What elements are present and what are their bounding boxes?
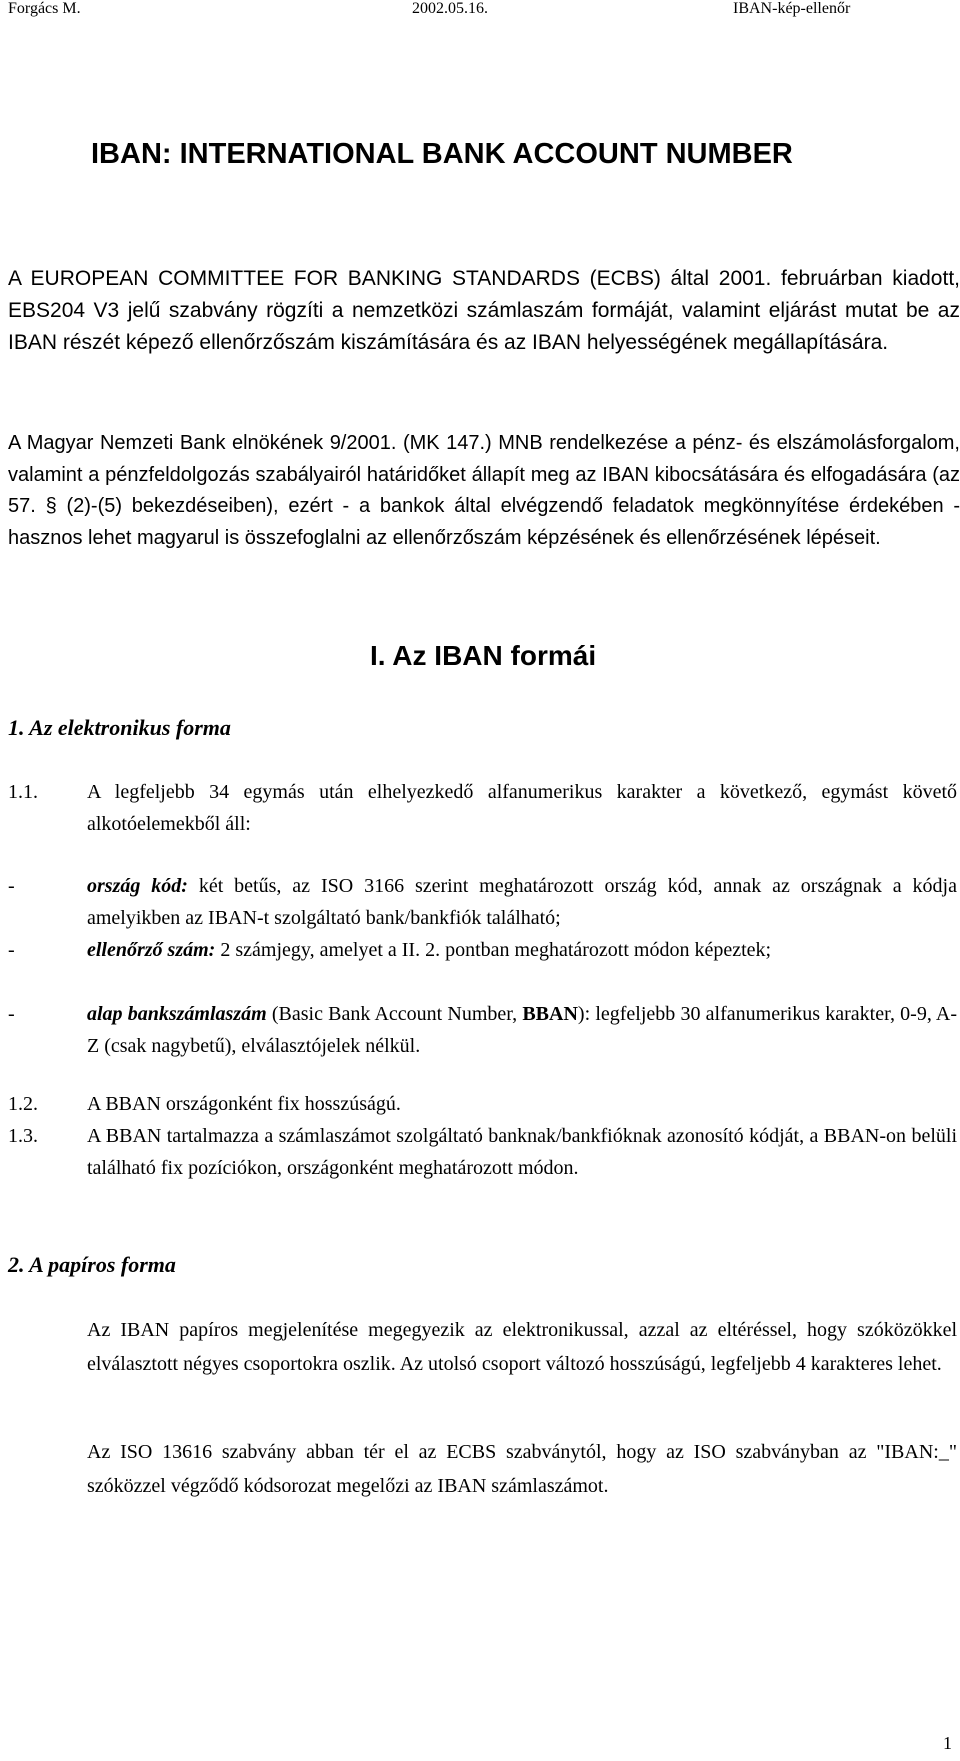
item-text-1-1: A legfeljebb 34 egymás után elhelyezkedő alfanumerikus karakter a következő, egymást követő alkotóelemekből áll: — [87, 781, 957, 835]
intro-paragraph-1: A EUROPEAN COMMITTEE FOR BANKING STANDARDS (ECBS) által 2001. februárban kiadott, EBS204 V3 jelű szabvány rögzíti a nemzetközi számlaszám formáját, valamint eljárást mutat be az IBAN részét képező ellenőrzőszám kiszámítására és az IBAN helyességének megállapítására. — [8, 267, 960, 354]
bullet-text: 2 számjegy, amelyet a II. 2. pontban meghatározott módon képeztek; — [215, 939, 772, 961]
subsection-heading-paper: 2. A papíros forma — [8, 1252, 176, 1277]
bullet-term: ország kód: — [87, 875, 188, 897]
intro-paragraph-2: A Magyar Nemzeti Bank elnökének 9/2001. (MK 147.) MNB rendelkezése a pénz- és elszámolásforgalom, valamint a pénzfeldolgozás szabályairól határidőket állapít meg az IBAN kibocsátására és elfogadására (az 57. § (2)-(5) bekezdéseiben), ezért - a bankok által elvégzendő feladatok megkönnyítése érdekében - hasznos lehet magyarul is összefoglalni az ellenőrzőszám képzésének és ellenőrzésének lépéseit. — [8, 432, 960, 549]
bullet-dash: - — [8, 939, 15, 961]
bullet-term: ellenőrző szám: — [87, 939, 216, 961]
header-author: Forgács M. — [8, 0, 81, 17]
bullet-text: ): legfeljebb 30 alfanumerikus karakter, 0-9, A-Z (csak nagybetű), elválasztójelek nélkül. — [87, 1003, 958, 1057]
page-number: 1 — [943, 1733, 952, 1753]
paper-form-paragraph-2: Az ISO 13616 szabvány abban tér el az ECBS szabványtól, hogy az ISO szabványban az "IBAN:_" szóközzel végződő kódsorozat megelőzi az IBAN számlaszámot. — [87, 1441, 957, 1497]
document-title: IBAN: INTERNATIONAL BANK ACCOUNT NUMBER — [91, 138, 793, 170]
bullet-text: két betűs, az ISO 3166 szerint meghatározott ország kód, annak az országnak a kódja amelyikben az IBAN-t szolgáltató bank/bankfiók található; — [87, 875, 957, 929]
section-title: I. Az IBAN formái — [370, 640, 597, 671]
item-text-1-3: A BBAN tartalmazza a számlaszámot szolgáltató banknak/bankfióknak azonosító kódját, a BBAN-on belüli található fix pozíciókon, országonként meghatározott módon. — [87, 1125, 957, 1179]
header-date: 2002.05.16. — [412, 0, 488, 17]
item-number-1-3: 1.3. — [8, 1125, 38, 1147]
bban-abbrev: BBAN — [522, 1003, 578, 1025]
bullet-bban — [87, 998, 957, 1062]
page-header — [0, 0, 960, 24]
bullet-check-digits — [87, 934, 957, 966]
bullet-country-code — [87, 870, 957, 934]
subsection-heading-electronic: 1. Az elektronikus forma — [8, 715, 231, 740]
item-number-1-2: 1.2. — [8, 1093, 38, 1115]
item-number-1-1: 1.1. — [8, 781, 38, 803]
header-doc-name: IBAN-kép-ellenőr — [733, 0, 851, 17]
paper-form-paragraph-1: Az IBAN papíros megjelenítése megegyezik az elektronikussal, azzal az eltéréssel, hogy szóközökkel elválasztott négyes csoportokra oszlik. Az utolsó csoport változó hosszúságú, legfeljebb 4 karakteres lehet. — [87, 1319, 957, 1375]
bullet-dash: - — [8, 1003, 15, 1025]
bullet-text: (Basic Bank Account Number, — [266, 1003, 523, 1025]
bullet-dash: - — [8, 875, 15, 897]
bullet-term: alap bankszámlaszám — [87, 1003, 267, 1025]
item-text-1-2: A BBAN országonként fix hosszúságú. — [87, 1093, 401, 1115]
